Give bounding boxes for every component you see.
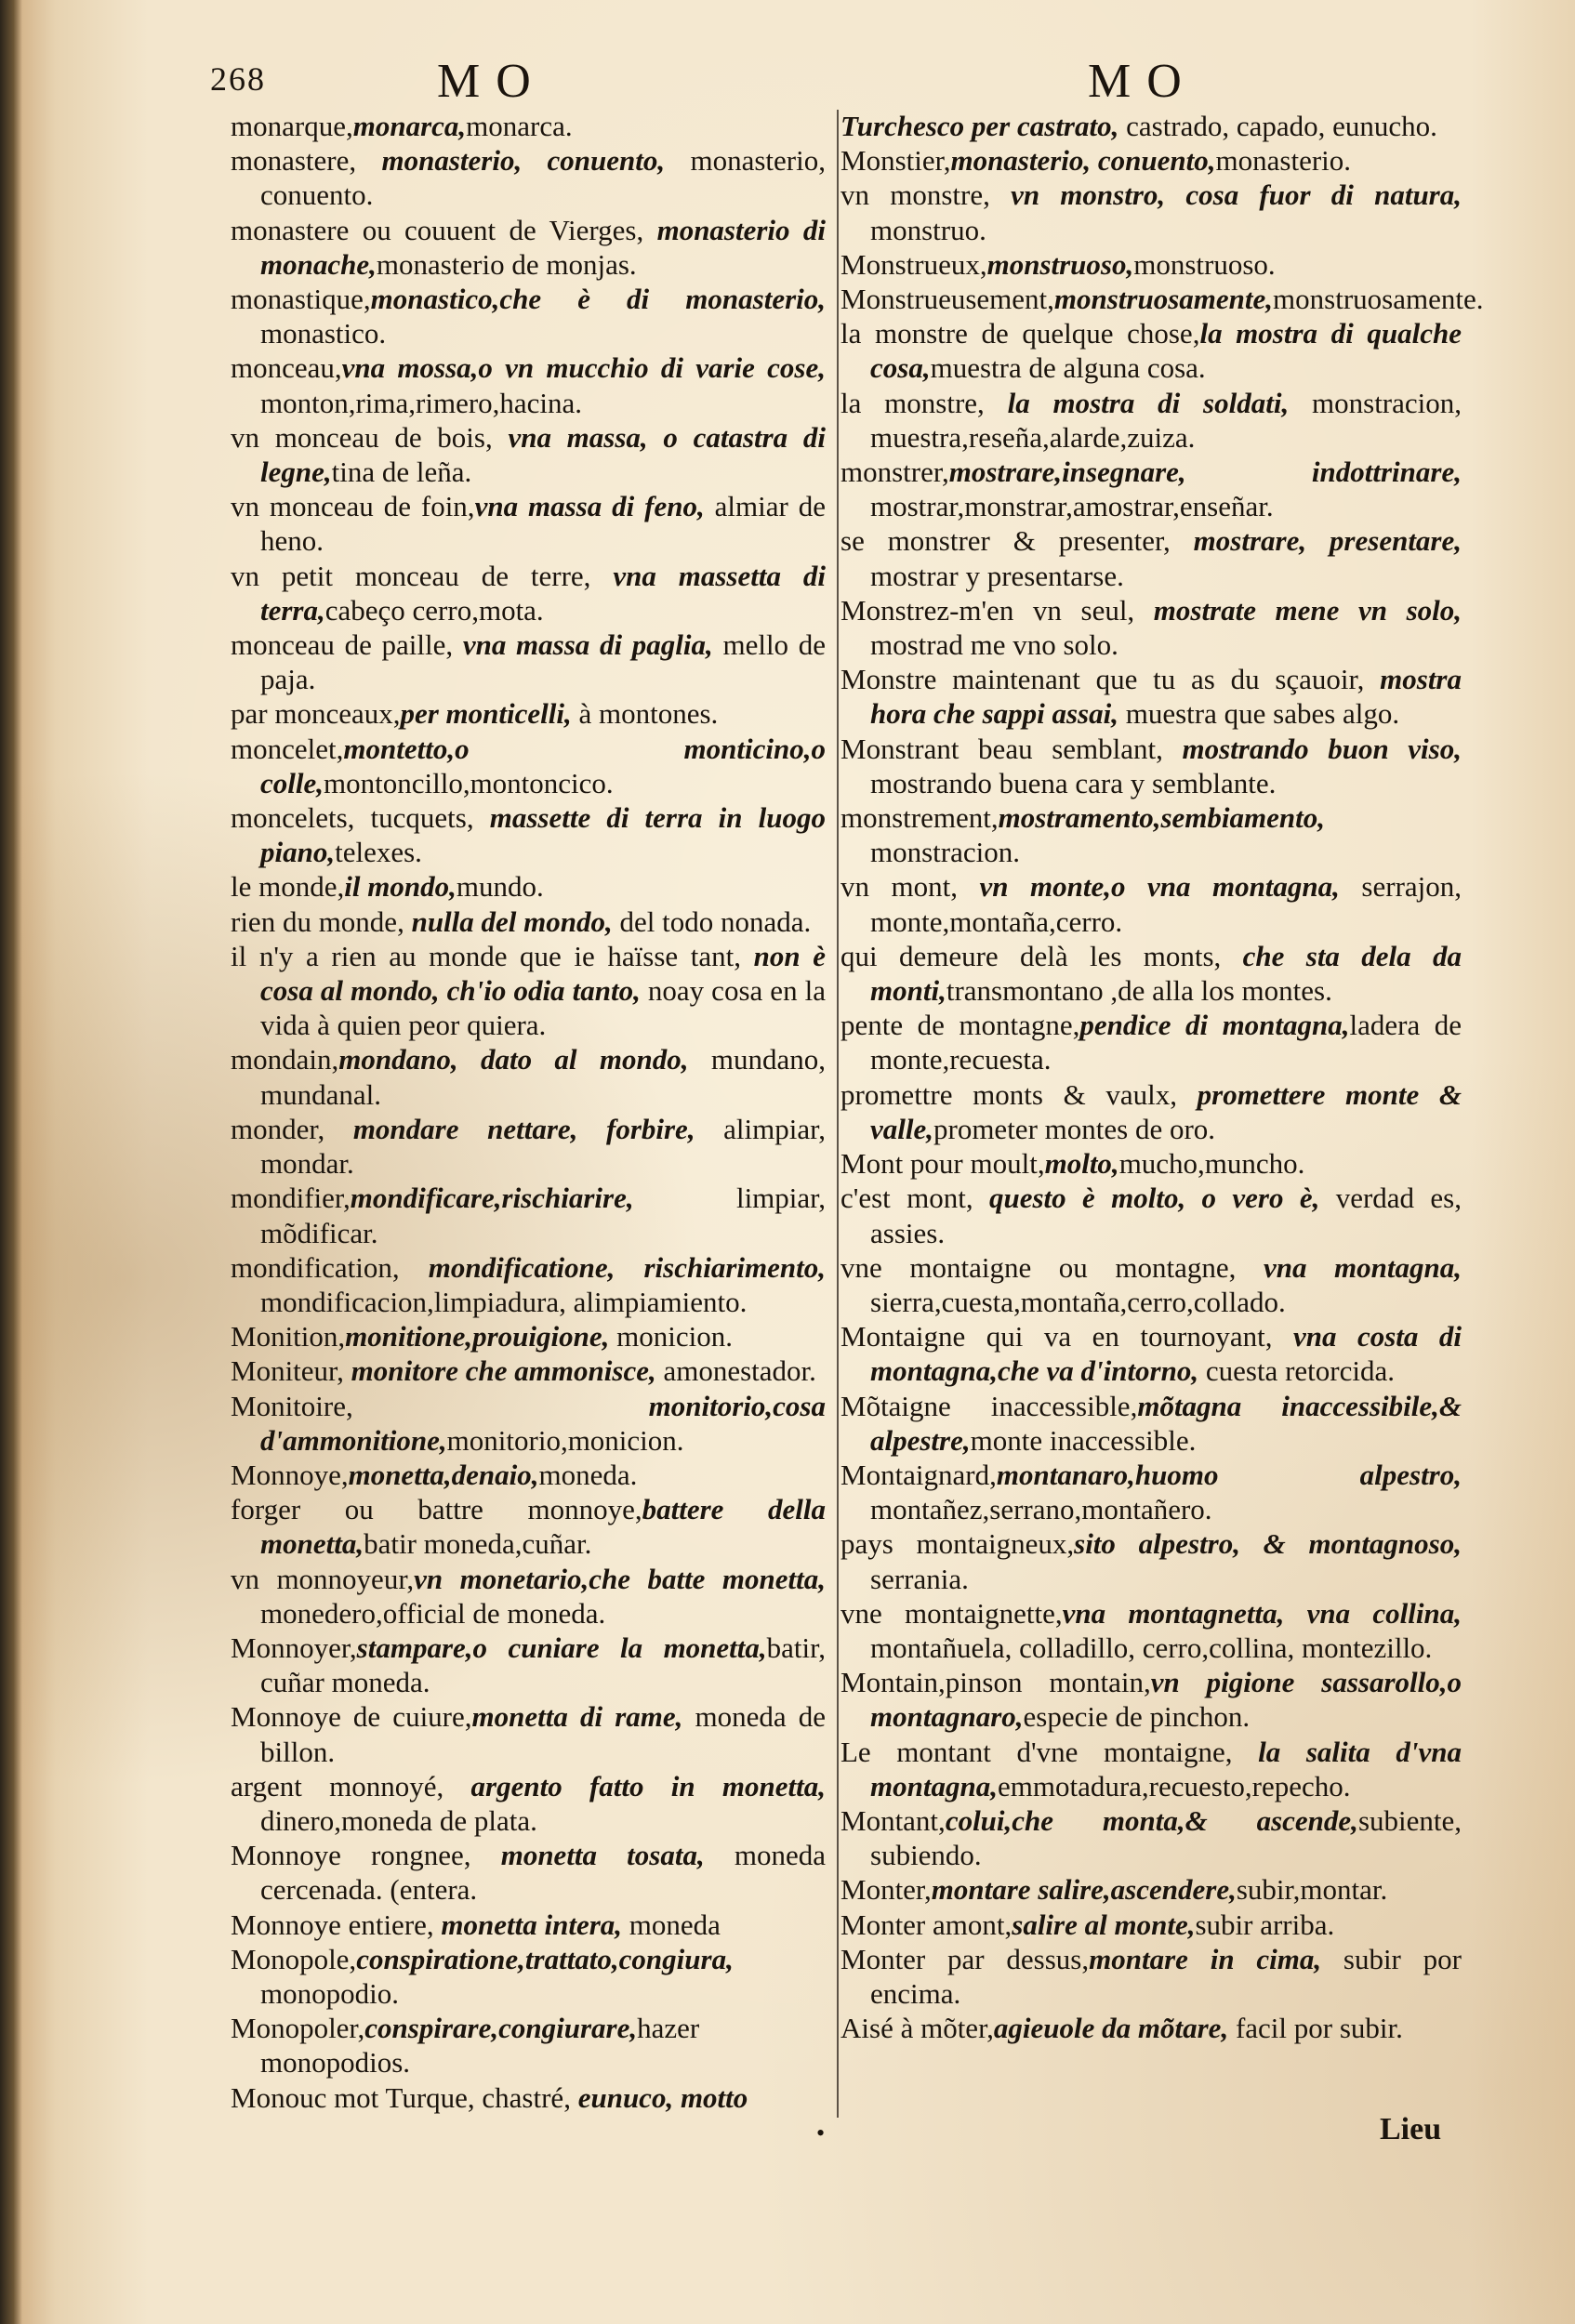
gloss-spanish: emmotadura,recuesto,repecho. (997, 1769, 1351, 1802)
gloss-italian: vna massa, o catastra di legne, (260, 420, 827, 489)
gloss-italian: montetto,o monticino,o colle, (260, 732, 826, 799)
dictionary-entry (231, 1250, 826, 1319)
dictionary-entry (840, 1872, 1462, 1907)
headword-french: c'est mont, (840, 1182, 989, 1215)
dictionary-entry (840, 178, 1462, 246)
gloss-italian: monstruosamente, (1053, 283, 1274, 316)
dictionary-entry (231, 1492, 826, 1561)
headword-french: mondifier, (231, 1182, 351, 1215)
gloss-spanish: limpiar, mõdificar. (260, 1182, 826, 1249)
gloss-spanish: especie de pinchon. (1023, 1700, 1251, 1734)
gloss-italian: vna massa di paglia, (462, 628, 723, 662)
dictionary-entry (840, 282, 1484, 316)
gloss-italian: vn monstro, cosa fuor di natura, (1011, 178, 1462, 212)
dictionary-entry (840, 1458, 1462, 1526)
dictionary-entry (231, 109, 826, 143)
headword-french: Monnoyer, (231, 1631, 357, 1664)
gloss-italian: vna montagna, (1263, 1250, 1462, 1284)
dictionary-entry (840, 732, 1462, 800)
gloss-italian: monetta tosata, (500, 1839, 735, 1872)
signature-mark: • (816, 2119, 826, 2146)
gloss-spanish: cabeço cerro,mota. (324, 593, 544, 627)
gloss-italian: argento fatto in monetta, (470, 1769, 826, 1802)
dictionary-entry (231, 1699, 826, 1768)
dictionary-entry (840, 109, 1462, 143)
headword-french: pays montaigneux, (840, 1527, 1075, 1561)
gloss-italian: vna massa di feno, (474, 490, 715, 523)
headword-french: Montaigne qui va en tournoyant, (840, 1320, 1293, 1353)
gloss-italian: stampare,o cuniare la monetta, (356, 1631, 767, 1664)
gloss-spanish: facil por subir. (1235, 2012, 1403, 2045)
headword-french: Monter, (840, 1873, 932, 1907)
gloss-spanish: amonestador. (663, 1354, 816, 1388)
dictionary-entry (840, 1735, 1462, 1803)
dictionary-entry (231, 905, 826, 939)
headword-french: monastere ou couuent de Vierges, (231, 213, 657, 246)
headword-french: il n'y a rien au monde que ie haïsse tant, (231, 939, 754, 972)
gloss-spanish: monasterio. (1215, 144, 1352, 178)
gloss-spanish: serrania. (870, 1562, 969, 1595)
gloss-spanish: monarca. (466, 110, 573, 142)
gloss-spanish: mondificacion,limpiadura, alimpiamiento. (260, 1285, 748, 1318)
dictionary-entry (231, 1042, 826, 1111)
dictionary-entry (231, 559, 826, 627)
gloss-italian: nulla del mondo, (411, 905, 620, 938)
dictionary-entry (231, 1838, 826, 1907)
gloss-spanish: batir, cuñar moneda. (260, 1631, 826, 1699)
gloss-italian: mostra hora che sappi assai, (870, 663, 1462, 731)
headword-french: Monnoye de cuiure, (231, 1700, 472, 1734)
dictionary-entry (231, 1562, 826, 1631)
gloss-italian: vna costa di montagna,che va d'intorno, (870, 1320, 1462, 1388)
dictionary-entry (231, 2011, 826, 2080)
headword-french: Monitoire, (231, 1389, 649, 1422)
gloss-spanish: subir por encima. (870, 1942, 1462, 2010)
headword-french: Le montant d'vne montaigne, (840, 1735, 1259, 1768)
gloss-italian: conspiratione,trattato,congiura, (356, 1942, 734, 1975)
gloss-spanish: batir moneda,cuñar. (364, 1527, 592, 1561)
headword-french: Monnoye entiere, (231, 1908, 442, 1941)
gloss-spanish: monastico. (260, 317, 387, 350)
gloss-italian: vn monetario,che batte monetta, (414, 1562, 826, 1595)
dictionary-entry (231, 1769, 826, 1838)
gloss-italian: conspirare,congiurare, (364, 2012, 638, 2045)
dictionary-entry (840, 939, 1462, 1008)
dictionary-entry (231, 420, 826, 489)
left-column (231, 109, 826, 2115)
headword-french: monastique, (231, 283, 371, 316)
gloss-spanish: montoncillo,montoncico. (324, 766, 614, 799)
dictionary-entry (840, 523, 1462, 592)
dictionary-entry (840, 1250, 1462, 1319)
headword-french: Monter par dessus, (840, 1942, 1090, 1975)
headword-french: Monition, (231, 1320, 346, 1353)
gloss-spanish: sierra,cuesta,montaña,cerro,collado. (870, 1285, 1286, 1318)
dictionary-entry (840, 1319, 1462, 1388)
dictionary-entry (840, 455, 1462, 523)
gloss-spanish: cuesta retorcida. (1205, 1354, 1395, 1388)
gloss-spanish: subir arriba. (1195, 1908, 1335, 1941)
headword-french: qui demeure delà les monts, (840, 939, 1243, 972)
gloss-italian: sito alpestro, & montagnoso, (1074, 1527, 1462, 1561)
headword-french: vne montaignette, (840, 1596, 1063, 1630)
dictionary-entry (231, 1112, 826, 1181)
gloss-spanish: monedero,official de moneda. (260, 1596, 606, 1630)
dictionary-entry (231, 696, 826, 731)
dictionary-entry (231, 732, 826, 800)
dictionary-entry (840, 1803, 1462, 1872)
headword-french: Aisé à mõter, (840, 2012, 994, 2045)
headword-french: monastere, (231, 144, 382, 178)
dictionary-entry (231, 282, 826, 350)
gloss-italian: vna mossa,o vn mucchio di varie cose, (341, 351, 826, 385)
gloss-spanish: tina de leña. (331, 456, 472, 489)
gloss-italian: monitore che ammonisce, (351, 1354, 664, 1388)
dictionary-entry (231, 800, 826, 869)
gloss-spanish: monte inaccessible. (970, 1423, 1197, 1457)
dictionary-entry (231, 1458, 826, 1492)
gloss-spanish: del todo nonada. (619, 905, 812, 938)
headword-french: Monstrant beau semblant, (840, 732, 1183, 765)
gloss-italian: la salita d'vna montagna, (870, 1735, 1462, 1802)
gloss-spanish: telexes. (335, 836, 422, 869)
gloss-italian: mondare nettare, forbire, (352, 1112, 724, 1145)
gloss-italian: mõtagna inaccessibile,& alpestre, (870, 1389, 1462, 1457)
headword-french: vn petit monceau de terre, (231, 559, 614, 592)
headword-french: Monter amont, (840, 1908, 1012, 1941)
dictionary-entry (840, 593, 1462, 662)
headword-french: moncelet, (231, 732, 344, 765)
headword-french: monarque, (231, 110, 353, 142)
dictionary-entry (231, 1631, 826, 1699)
dictionary-entry (840, 1389, 1462, 1458)
gloss-spanish: almiar de heno. (260, 490, 826, 558)
gloss-spanish: monstracion. (870, 836, 1020, 869)
gloss-italian: mostrare,insegnare, indottrinare, (948, 456, 1462, 489)
gloss-italian: vn monte,o vna montagna, (979, 870, 1362, 904)
headword-french: Monnoye rongnee, (231, 1839, 501, 1872)
gloss-italian: monastico,che è di monasterio, (370, 283, 826, 316)
headword-french: Monopoler, (231, 2012, 365, 2045)
gloss-spanish: monasterio, conuento. (260, 144, 826, 212)
dictionary-entry (231, 1389, 826, 1458)
gloss-spanish: subiente, subiendo. (870, 1803, 1462, 1872)
gloss-italian: questo è molto, o vero è, (988, 1182, 1336, 1215)
gloss-italian: Turchesco per castrato, (840, 110, 1127, 142)
catchword: Lieu (1380, 2112, 1442, 2146)
gloss-spanish: monton,rima,rimero,hacina. (260, 386, 583, 419)
headword-french: Monstre maintenant que tu as du sçauoir, (840, 663, 1381, 696)
gloss-italian: che sta dela da monti, (870, 939, 1462, 1008)
dictionary-entry (840, 247, 1462, 282)
gloss-spanish: mucho,muncho. (1118, 1147, 1305, 1181)
headword-french: Monstier, (840, 144, 951, 178)
gloss-italian: la mostra di soldati, (1007, 386, 1313, 419)
headword-french: Monopole, (231, 1942, 357, 1975)
gloss-italian: monitorio,cosa d'ammonitione, (260, 1389, 826, 1457)
dictionary-entry (231, 2080, 826, 2115)
gloss-spanish: hazer monopodios. (260, 2012, 700, 2080)
headword-french: Monstrueusement, (840, 283, 1054, 316)
dictionary-entry (840, 1908, 1462, 1942)
headword-french: mondification, (231, 1250, 429, 1284)
headword-french: pente de montagne, (840, 1009, 1080, 1042)
gloss-spanish: mundo. (456, 870, 544, 904)
running-head-left: M O (437, 55, 533, 108)
gloss-italian: battere della monetta, (260, 1493, 827, 1561)
gloss-italian: agieuole da mõtare, (993, 2012, 1236, 2045)
dictionary-entry (231, 1319, 826, 1353)
headword-french: Montaignard, (840, 1458, 997, 1491)
gloss-italian: mondificare,rischiarire, (350, 1182, 736, 1215)
headword-french: vn monceau de bois, (231, 420, 509, 454)
gloss-italian: mondificatione, rischiarimento, (428, 1250, 826, 1284)
gloss-italian: eunuco, motto (577, 2080, 748, 2114)
dictionary-entry (231, 869, 826, 904)
gloss-italian: massette di terra in luogo piano, (260, 801, 826, 869)
headword-french: forger ou battre monnoye, (231, 1493, 642, 1526)
gloss-spanish: à montones. (578, 697, 719, 731)
dictionary-entry (231, 1908, 826, 1942)
gloss-italian: montanaro,huomo alpestro, (996, 1458, 1462, 1491)
dictionary-entry (840, 1942, 1462, 2011)
gloss-spanish: monstruo. (870, 213, 986, 246)
gloss-spanish: monstracion, muestra,reseña,alarde,zuiza. (870, 386, 1462, 454)
gloss-italian: monarca, (352, 110, 467, 142)
headword-french: vn monnoyeur, (231, 1562, 415, 1595)
dictionary-entry (840, 143, 1462, 178)
gloss-spanish: monicion. (616, 1320, 733, 1353)
dictionary-entry (231, 627, 826, 696)
gloss-italian: vna montagnetta, vna collina, (1062, 1596, 1462, 1630)
dictionary-entry (231, 350, 826, 419)
right-column (840, 109, 1484, 2045)
dictionary-entry (231, 143, 826, 212)
gloss-spanish: transmontano ,de alla los montes. (946, 974, 1332, 1008)
headword-french: Mõtaigne inaccessible, (840, 1389, 1138, 1422)
headword-french: Moniteur, (231, 1354, 351, 1388)
gloss-italian: molto, (1044, 1147, 1119, 1181)
gloss-spanish: mostrar y presentarse. (870, 559, 1124, 592)
gloss-italian: monitione,prouigione, (345, 1320, 617, 1353)
dictionary-entry (840, 1596, 1462, 1665)
gloss-italian: monasterio, conuento, (381, 144, 691, 178)
gloss-spanish: prometer montes de oro. (933, 1112, 1216, 1145)
headword-french: se monstrer & presenter, (840, 524, 1194, 558)
gloss-spanish: ladera de monte,recuesta. (870, 1009, 1462, 1076)
gloss-spanish: monitorio,monicion. (446, 1423, 684, 1457)
headword-french: monceau, (231, 351, 342, 385)
gloss-spanish: moneda cercenada. (entera. (260, 1839, 826, 1907)
page-number: 268 (210, 60, 266, 98)
gloss-italian: mostramento,sembiamento, (998, 801, 1325, 835)
dictionary-entry (231, 1942, 826, 2011)
headword-french: Montain,pinson montain, (840, 1666, 1151, 1699)
gloss-italian: salire al monte, (1012, 1908, 1196, 1941)
headword-french: Monstrueux, (840, 247, 987, 281)
headword-french: vn monstre, (840, 178, 1012, 212)
gloss-italian: promettere monte & valle, (870, 1077, 1462, 1145)
dictionary-entry (840, 1077, 1462, 1146)
gloss-italian: montare salire,ascendere, (931, 1873, 1237, 1907)
headword-french: Montant, (840, 1803, 946, 1837)
dictionary-entry (840, 1146, 1462, 1181)
gloss-italian: monetta,denaio, (348, 1458, 539, 1491)
headword-french: monceau de paille, (231, 628, 463, 662)
headword-french: par monceaux, (231, 697, 401, 731)
dictionary-entry (840, 1181, 1462, 1249)
headword-french: monstrer, (840, 456, 949, 489)
gloss-spanish: mostrando buena cara y semblante. (870, 766, 1277, 799)
headword-french: vn monceau de foin, (231, 490, 475, 523)
headword-french: Monnoye, (231, 1458, 349, 1491)
column-divider (837, 110, 839, 2118)
dictionary-entry (840, 1665, 1462, 1734)
headword-french: rien du monde, (231, 905, 412, 938)
headword-french: monstrement, (840, 801, 999, 835)
gloss-spanish: monasterio de monjas. (376, 247, 637, 281)
gloss-italian: mostrare, presentare, (1193, 524, 1462, 558)
dictionary-entry (231, 939, 826, 1043)
gloss-spanish: castrado, capado, eunucho. (1126, 110, 1437, 142)
dictionary-entry (840, 1008, 1462, 1076)
gloss-italian: mostrando buon viso, (1182, 732, 1462, 765)
gloss-spanish: noay cosa en la vida à quien peor quiera. (260, 974, 826, 1042)
gloss-spanish: montañez,serrano,montañero. (870, 1493, 1212, 1526)
headword-french: argent monnoyé, (231, 1769, 471, 1802)
gloss-spanish: serrajon, monte,montaña,cerro. (870, 870, 1462, 938)
gloss-italian: non è cosa al mondo, ch'io odia tanto, (260, 939, 826, 1008)
headword-french: vne montaigne ou montagne, (840, 1250, 1264, 1284)
headword-french: le monde, (231, 870, 345, 904)
gloss-italian: pendice di montagna, (1079, 1009, 1350, 1042)
headword-french: Monstrez-m'en vn seul, (840, 593, 1154, 627)
gloss-spanish: monstruosamente. (1273, 283, 1484, 316)
headword-french: monder, (231, 1112, 353, 1145)
gloss-italian: montare in cima, (1089, 1942, 1343, 1975)
gloss-spanish: moneda (629, 1908, 721, 1941)
headword-french: mondain, (231, 1043, 339, 1076)
gloss-italian: la mostra di qualche cosa, (870, 317, 1462, 385)
gloss-italian: mostrate mene vn solo, (1153, 593, 1462, 627)
gloss-spanish: mostrar,monstrar,amostrar,enseñar. (870, 490, 1274, 523)
headword-french: promettre monts & vaulx, (840, 1077, 1198, 1111)
gloss-italian: vn pigione sassarollo,o montagnaro, (870, 1666, 1462, 1734)
gloss-italian: monetta intera, (441, 1908, 629, 1941)
running-head-right: M O (1088, 55, 1184, 108)
dictionary-entry (231, 1353, 826, 1388)
gloss-spanish: subir,montar. (1236, 1873, 1388, 1907)
dictionary-entry (840, 869, 1462, 938)
dictionary-entry (840, 1526, 1462, 1595)
dictionary-entry (231, 213, 826, 282)
headword-french: la monstre de quelque chose, (840, 317, 1200, 350)
gloss-spanish: montañuela, colladillo, cerro,collina, montezillo. (870, 1631, 1433, 1664)
headword-french: la monstre, (840, 386, 1008, 419)
gloss-italian: mondano, dato al mondo, (338, 1043, 711, 1076)
dictionary-entry (840, 800, 1462, 869)
dictionary-entry (231, 489, 826, 558)
gloss-italian: vna massetta di terra, (260, 559, 827, 627)
gloss-spanish: moneda de billon. (260, 1700, 827, 1768)
gloss-spanish: mostrad me vno solo. (870, 628, 1118, 662)
gloss-spanish: mello de paja. (260, 628, 827, 696)
gloss-spanish: monstruoso. (1133, 247, 1276, 281)
headword-french: moncelets, tucquets, (231, 801, 490, 835)
gloss-spanish: muestra de alguna cosa. (930, 351, 1206, 385)
gloss-italian: monasterio, conuento, (950, 144, 1216, 178)
gloss-italian: monetta di rame, (471, 1700, 695, 1734)
gloss-spanish: verdad es, assies. (870, 1182, 1462, 1249)
gloss-italian: il mondo, (344, 870, 457, 904)
gloss-spanish: dinero,moneda de plata. (260, 1803, 537, 1837)
dictionary-entry (840, 386, 1462, 455)
dictionary-entry (840, 662, 1462, 731)
gloss-italian: monstruoso, (986, 247, 1134, 281)
gloss-italian: per monticelli, (400, 697, 579, 731)
gloss-spanish: alimpiar, mondar. (260, 1112, 826, 1181)
headword-french: Mont pour moult, (840, 1147, 1045, 1181)
gloss-italian: colui,che monta,& ascende, (945, 1803, 1358, 1837)
dictionary-entry (840, 316, 1462, 385)
headword-french: Monouc mot Turque, chastré, (231, 2080, 578, 2114)
gloss-spanish: muestra que sabes algo. (1125, 697, 1400, 731)
gloss-spanish: moneda. (538, 1458, 638, 1491)
headword-french: vn mont, (840, 870, 980, 904)
dictionary-entry (231, 1181, 826, 1249)
gloss-spanish: monopodio. (260, 1976, 399, 2010)
gloss-italian: monasterio di monache, (260, 213, 826, 281)
gloss-spanish: mundano, mundanal. (260, 1043, 826, 1111)
dictionary-entry (840, 2011, 1462, 2045)
